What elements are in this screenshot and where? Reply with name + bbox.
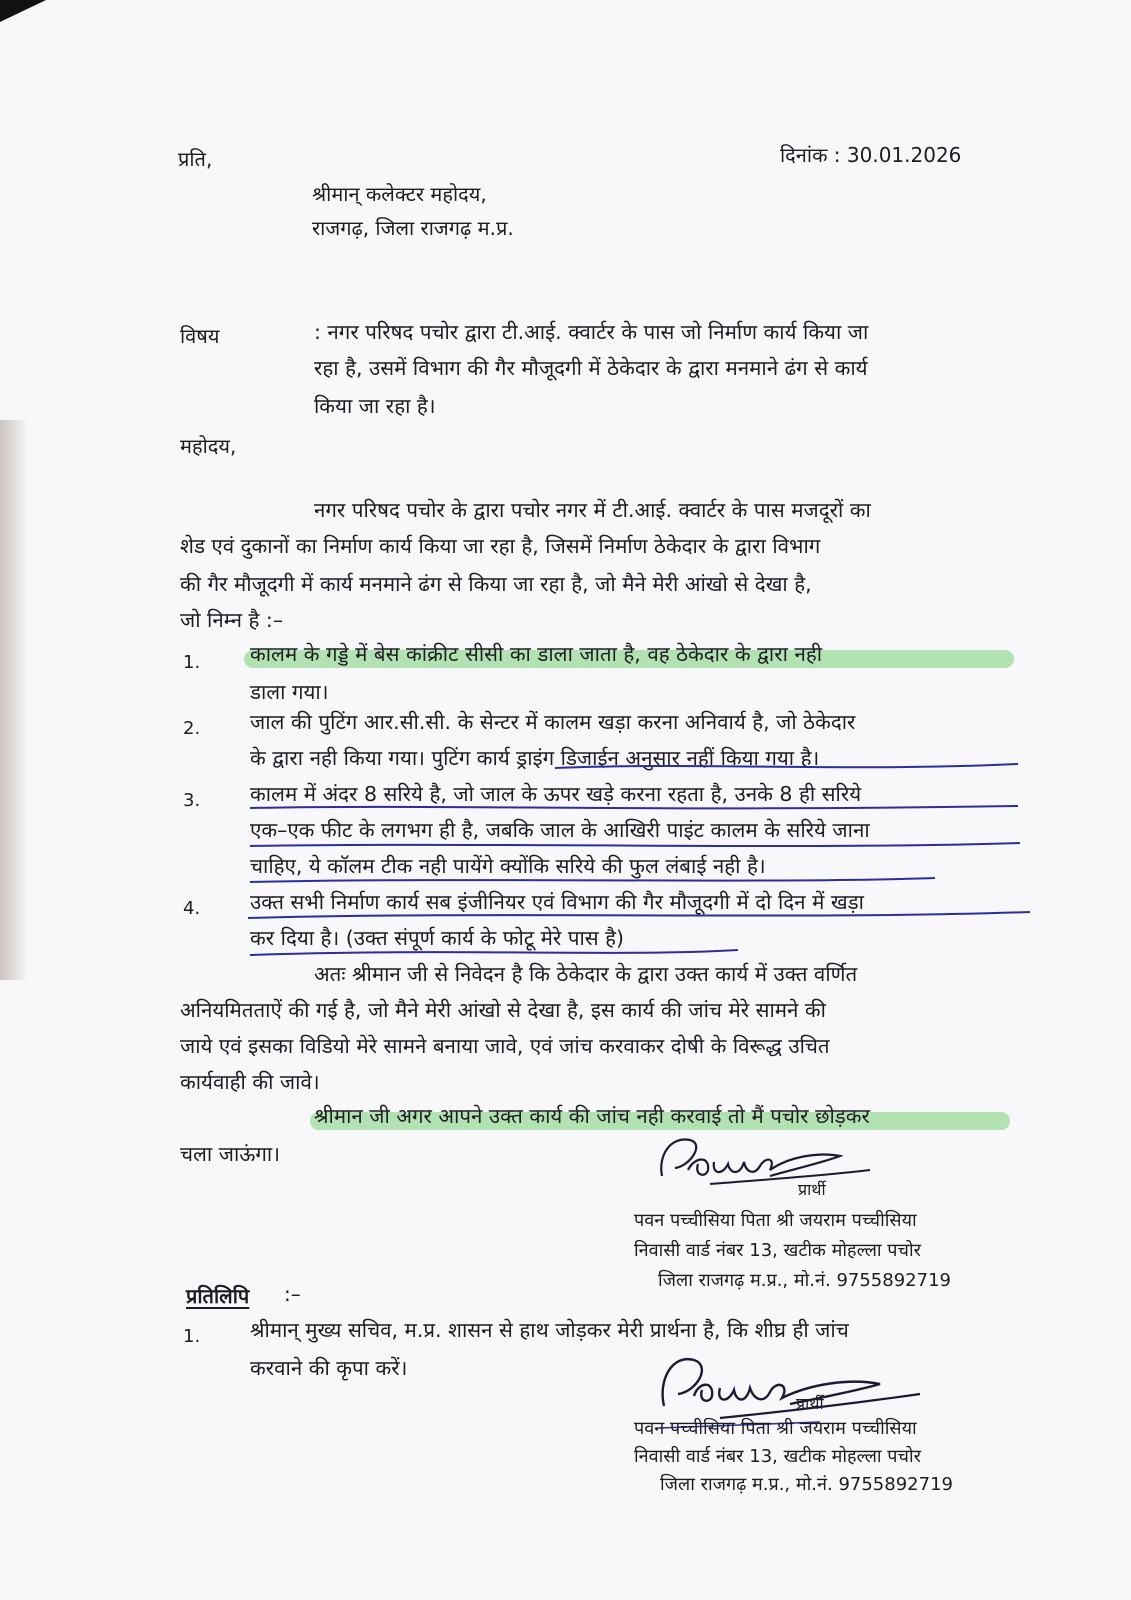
applicant-name: पवन पच्चीसिया पिता श्री जयराम पच्चीसिया bbox=[634, 1418, 917, 1439]
para1-line: नगर परिषद पचोर के द्वारा पचोर नगर में टी.आई. क्वार्टर के पास मजदूरों का bbox=[314, 498, 871, 522]
item-line: जाल की पुटिंग आर.सी.सी. के सेन्टर में कालम खड़ा करना अनिवार्य है, जो ठेकेदार bbox=[250, 710, 856, 734]
addressee-line-2: राजगढ़, जिला राजगढ़ म.प्र. bbox=[312, 216, 514, 240]
item-line: कर दिया है। (उक्त संपूर्ण कार्य के फोटू मेरे पास है) bbox=[250, 926, 625, 950]
applicant-name: पवन पच्चीसिया पिता श्री जयराम पच्चीसिया bbox=[634, 1210, 917, 1231]
item-line: डाला गया। bbox=[250, 680, 329, 704]
applicant-phone: जिला राजगढ़ म.प्र., मो.नं. 9755892719 bbox=[658, 1270, 951, 1291]
item-number: 4. bbox=[183, 898, 201, 919]
applicant-label: प्रार्थी bbox=[798, 1180, 826, 1199]
item-line: कालम के गड्डे में बेस कांक्रीट सीसी का डाला जाता है, वह ठेकेदार के द्वारा नही bbox=[250, 642, 823, 666]
item-line: उक्त सभी निर्माण कार्य सब इंजीनियर एवं विभाग की गैर मौजूदगी में दो दिन में खड़ा bbox=[250, 890, 864, 914]
addressee-line-1: श्रीमान् कलेक्टर महोदय, bbox=[312, 182, 487, 206]
para1-line: शेड एवं दुकानों का निर्माण कार्य किया जा रहा है, जिसमें निर्माण ठेकेदार के द्वारा विभाग bbox=[180, 534, 821, 558]
item-number: 1. bbox=[183, 652, 201, 673]
para2-line: कार्यवाही की जावे। bbox=[180, 1070, 320, 1094]
copy-separator: :– bbox=[284, 1282, 301, 1306]
applicant-address: निवासी वार्ड नंबर 13, खटीक मोहल्ला पचोर bbox=[634, 1240, 921, 1261]
subject-line-3: किया जा रहा है। bbox=[314, 394, 436, 418]
subject-label: विषय bbox=[180, 324, 220, 348]
signature-image bbox=[650, 1126, 880, 1196]
applicant-address: निवासी वार्ड नंबर 13, खटीक मोहल्ला पचोर bbox=[634, 1446, 921, 1467]
copy-item-line: करवाने की कृपा करें। bbox=[250, 1356, 408, 1380]
item-line: के द्वारा नही किया गया। पुटिंग कार्य ड्राइंग डिजाईन अनुसार नहीं किया गया है। bbox=[250, 746, 820, 770]
para2-line: अनियमितताऐं की गई है, जो मैने मेरी आंखो से देखा है, इस कार्य की जांच मेरे सामने की bbox=[180, 998, 826, 1022]
subject-line-2: रहा है, उसमें विभाग की गैर मौजूदगी में ठेकेदार के द्वारा मनमाने ढंग से कार्य bbox=[314, 356, 868, 380]
letter-date: दिनांक : 30.01.2026 bbox=[780, 143, 962, 167]
para1-line: जो निम्न है :– bbox=[180, 608, 284, 632]
salutation: महोदय, bbox=[180, 434, 237, 458]
applicant-phone: जिला राजगढ़ म.प्र., मो.नं. 9755892719 bbox=[660, 1474, 953, 1495]
para1-line: की गैर मौजूदगी में कार्य मनमाने ढंग से किया जा रहा है, जो मैने मेरी आंखो से देखा है, bbox=[180, 572, 812, 596]
subject-line-1: : नगर परिषद पचोर द्वारा टी.आई. क्वार्टर के पास जो निर्माण कार्य किया जा bbox=[314, 320, 869, 344]
to-label: प्रति, bbox=[178, 147, 213, 171]
copy-item-number: 1. bbox=[183, 1326, 201, 1347]
item-line: कालम में अंदर 8 सरिये है, जो जाल के ऊपर खड़े करना रहता है, उनके 8 ही सरिये bbox=[250, 782, 862, 806]
para2-line: अतः श्रीमान जी से निवेदन है कि ठेकेदार के द्वारा उक्त कार्य में उक्त वर्णित bbox=[314, 962, 858, 986]
item-number: 2. bbox=[183, 718, 201, 739]
item-number: 3. bbox=[183, 790, 201, 811]
applicant-label: प्रार्थी bbox=[796, 1394, 824, 1413]
para3-line: चला जाऊंगा। bbox=[180, 1142, 280, 1166]
item-line: एक–एक फीट के लगभग ही है, जबकि जाल के आखिरी पाइंट कालम के सरिये जाना bbox=[250, 818, 870, 842]
para3-line: श्रीमान जी अगर आपने उक्त कार्य की जांच नही करवाई तो मैं पचोर छोड़कर bbox=[314, 1104, 870, 1128]
para2-line: जाये एवं इसका विडियो मेरे सामने बनाया जावे, एवं जांच करवाकर दोषी के विरूद्ध उचित bbox=[180, 1034, 830, 1058]
copy-item-line: श्रीमान् मुख्य सचिव, म.प्र. शासन से हाथ जोड़कर मेरी प्रार्थना है, कि शीघ्र ही जांच bbox=[250, 1318, 849, 1342]
item-line: चाहिए, ये कॉलम टीक नही पायेंगे क्योंकि सरिये की फुल लंबाई नही है। bbox=[250, 854, 766, 878]
copy-label: प्रतिलिपि bbox=[186, 1284, 250, 1308]
